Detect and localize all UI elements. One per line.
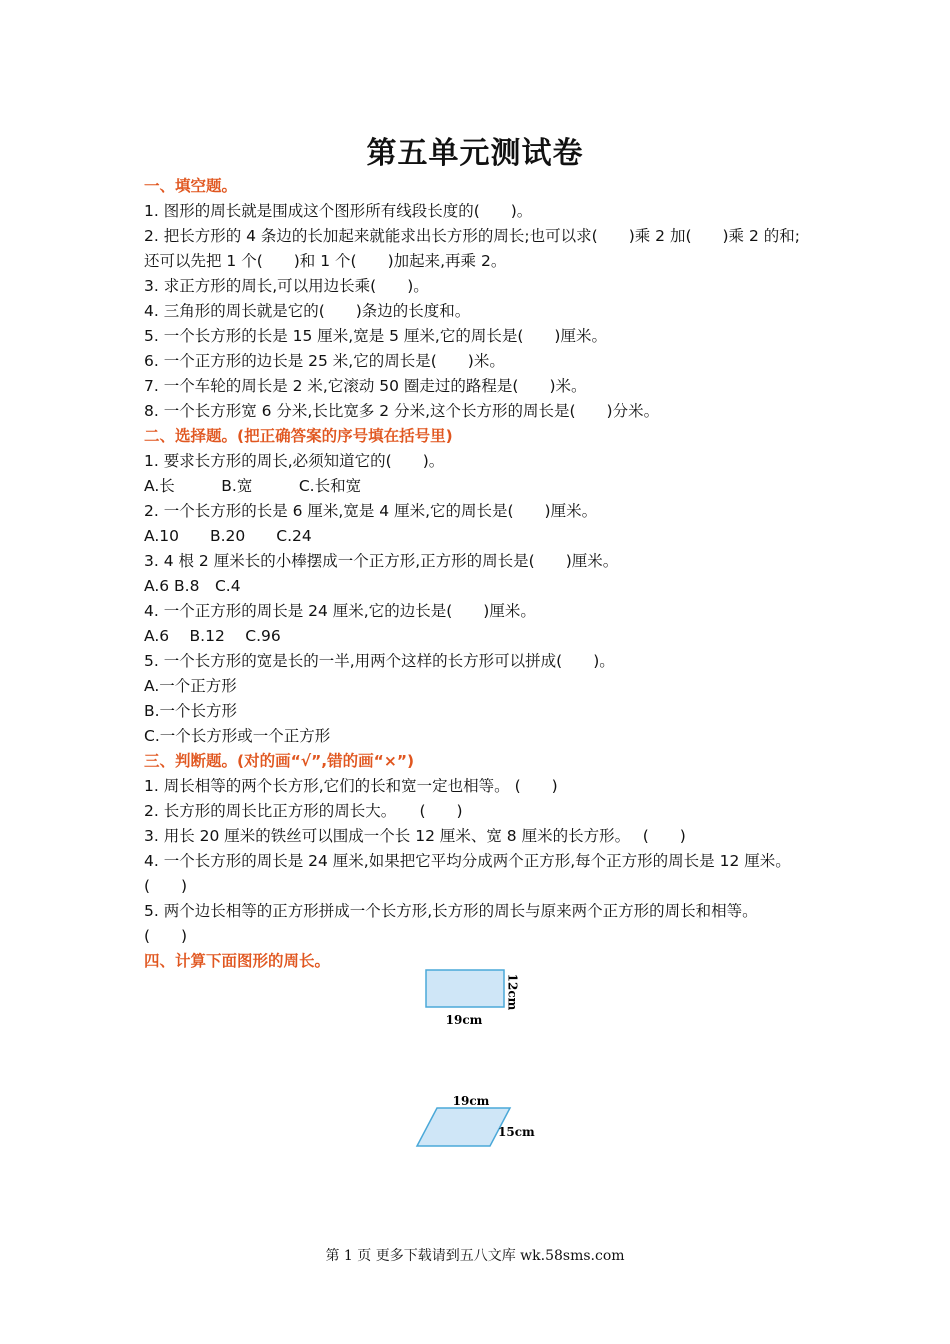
- question-text: 2. 长方形的周长比正方形的周长大。 ( ): [144, 802, 463, 820]
- question-text: 4. 一个长方形的周长是 24 厘米,如果把它平均分成两个正方形,每个正方形的周长是 12 厘米。 ( ): [144, 852, 804, 895]
- question-text: 8. 一个长方形宽 6 分米,长比宽多 2 分米,这个长方形的周长是( )分米。: [144, 402, 660, 420]
- question-text: 6. 一个正方形的边长是 25 米,它的周长是( )米。: [144, 352, 505, 370]
- question-text: 4. 三角形的周长就是它的( )条边的长度和。: [144, 302, 471, 320]
- exam-content: [144, 174, 810, 974]
- choice-option: A.一个正方形: [144, 677, 237, 695]
- parallelogram-side-label: 15cm: [498, 1125, 535, 1139]
- question-text: 3. 4 根 2 厘米长的小棒摆成一个正方形,正方形的周长是( )厘米。: [144, 552, 619, 570]
- rectangle-width-label: 19cm: [445, 1013, 483, 1027]
- page-footer: 第 1 页 更多下载请到五八文库 wk.58sms.com: [325, 1248, 625, 1264]
- parallelogram-shape: [417, 1108, 510, 1146]
- parallelogram-figure: [410, 1090, 550, 1156]
- choice-options: A.6 B.12 C.96: [144, 627, 281, 645]
- choice-option: C.一个长方形或一个正方形: [144, 727, 331, 745]
- question-text: 1. 要求长方形的周长,必须知道它的( )。: [144, 452, 445, 470]
- rectangle-shape: [426, 970, 504, 1007]
- question-text: 3. 求正方形的周长,可以用边长乘( )。: [144, 277, 429, 295]
- question-text: 5. 一个长方形的长是 15 厘米,宽是 5 厘米,它的周长是( )厘米。: [144, 327, 607, 345]
- rectangle-figure: [418, 962, 538, 1034]
- question-text: 4. 一个正方形的周长是 24 厘米,它的边长是( )厘米。: [144, 602, 536, 620]
- choice-option: B.一个长方形: [144, 702, 238, 720]
- question-text: 7. 一个车轮的周长是 2 米,它滚动 50 圈走过的路程是( )米。: [144, 377, 587, 395]
- question-text: 2. 把长方形的 4 条边的长加起来就能求出长方形的周长;也可以求( )乘 2 加( )乘 2 的和;还可以先把 1 个( )和 1 个( )加起来,再乘 2。: [144, 227, 800, 270]
- choice-options: A.长 B.宽 C.长和宽: [144, 477, 362, 495]
- rectangle-height-label: 12cm: [505, 973, 520, 1011]
- question-text: 1. 周长相等的两个长方形,它们的长和宽一定也相等。 ( ): [144, 777, 558, 795]
- choice-options: A.10 B.20 C.24: [144, 527, 312, 545]
- question-text: 3. 用长 20 厘米的铁丝可以围成一个长 12 厘米、宽 8 厘米的长方形。 ( ): [144, 827, 686, 845]
- question-text: 1. 图形的周长就是围成这个图形所有线段长度的( )。: [144, 202, 533, 220]
- page-title: 第五单元测试卷: [366, 136, 584, 171]
- section-heading-true-false: 三、判断题。(对的画“√”,错的画“×”): [144, 752, 415, 770]
- section-heading-perimeter: 四、计算下面图形的周长。: [144, 952, 331, 970]
- parallelogram-top-label: 19cm: [452, 1094, 490, 1108]
- question-text: 5. 一个长方形的宽是长的一半,用两个这样的长方形可以拼成( )。: [144, 652, 615, 670]
- question-text: 5. 两个边长相等的正方形拼成一个长方形,长方形的周长与原来两个正方形的周长和相等。 ( ): [144, 902, 781, 945]
- choice-options: A.6 B.8 C.4: [144, 577, 241, 595]
- section-heading-choice: 二、选择题。(把正确答案的序号填在括号里): [144, 427, 453, 445]
- question-text: 2. 一个长方形的长是 6 厘米,宽是 4 厘米,它的周长是( )厘米。: [144, 502, 598, 520]
- section-heading-fill-blank: 一、填空题。: [144, 177, 238, 195]
